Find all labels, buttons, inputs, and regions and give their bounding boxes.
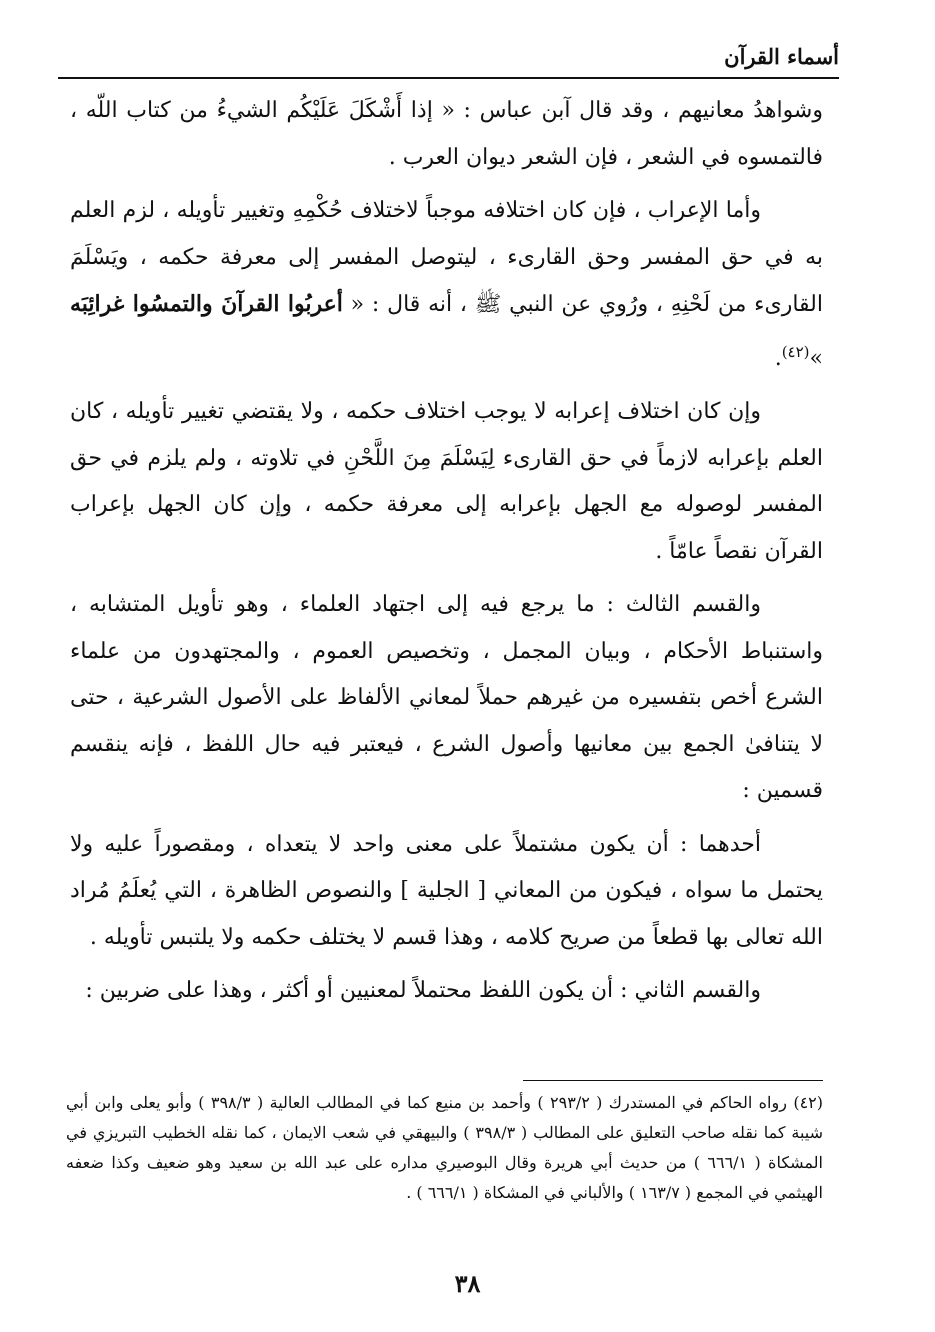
running-title: أسماء القرآن (724, 44, 839, 69)
footnote-divider (523, 1080, 823, 1081)
hadith-quote: أعربُوا القرآنَ والتمسُوا غرائِبَه (70, 291, 343, 317)
footnote-42: (٤٢) رواه الحاكم في المستدرك ( ٢٩٣/٢ ) وأحمد بن منيع كما في المطالب العالية ( ٣٩٨/٣ ) وأبو يعلى وابن أبي شيبة كما نقله صاحب التعليق على المطالب ( ٣٩٨/٣ ) والبيهقي في شعب الايمان ، كما نقله الخطيب التبريزي في المشكاة ( ٦٦٦/١ ) من حديث أبي هريرة وقال البوصيري مداره على عبد الله بن سعيد وهو ضعيف وكذا ضعفه الهيثمي في المجمع ( ١٦٣/٧ ) والألباني في المشكاة ( ٦٦٦/١ ) . (66, 1093, 824, 1202)
footnote-reference[interactable]: (٤٢) (781, 342, 810, 361)
paragraph-4: والقسم الثالث : ما يرجع فيه إلى اجتهاد العلماء ، وهو تأويل المتشابه ، واستنباط الأحكام ، وبيان المجمل ، وتخصيص العموم ، والمجتهدون من علماء الشرع أخص بتفسيره من غيرهم حملاً لمعاني الألفاظ على الأصول الشرعية ، حتى لا يتنافىٰ الجمع بين معانيها وأصول الشرع ، فيعتبر فيه حال اللفظ ، فإنه ينقسم قسمين : (70, 592, 823, 803)
paragraph-2-text: وأما الإعراب ، فإن كان اختلافه موجباً لاختلاف حُكْمِهِ وتغيير تأويله ، لزم العلم به في حق المفسر وحق القارىء ، ليتوصل المفسر إلى معرفة حكمه ، ويَسْلَمَ القارىء من لَحْنِهِ ، ورُوي عن النبي ﷺ ، أنه قال : « (70, 198, 823, 317)
main-text (70, 88, 823, 1015)
page-number: ٣٨ (454, 1269, 481, 1298)
paragraph-3: وإن كان اختلاف إعرابه لا يوجب اختلاف حكمه ، ولا يقتضي تغيير تأويله ، كان العلم بإعرابه لازماً في حق القارىء لِيَسْلَمَ مِنَ اللَّحْنِ في تلاوته ، ولم يلزم في حق المفسر لوصوله مع الجهل بإعرابه إلى معرفة حكمه ، وإن كان الجهل بإعراب القرآن نقصاً عامّاً . (70, 399, 823, 564)
paragraph-6: والقسم الثاني : أن يكون اللفظ محتملاً لمعنيين أو أكثر ، وهذا على ضربين : (85, 978, 761, 1003)
header-divider (58, 77, 839, 79)
paragraph-5: أحدهما : أن يكون مشتملاً على معنى واحد لا يتعداه ، ومقصوراً عليه ولا يحتمل ما سواه ، فيكون من المعاني [ الجلية ] والنصوص الظاهرة ، التي يُعلَمُ مُراد الله تعالى بها قطعاً من صريح كلامه ، وهذا قسم لا يختلف حكمه ولا يلتبس تأويله . (70, 831, 823, 950)
paragraph-1: وشواهدُ معانيهم ، وقد قال آبن عباس : « إذا أَشْكَلَ عَلَيْكُم الشيءُ من كتاب اللّه ، فالتمسوه في الشعر ، فإن الشعر ديوان العرب . (70, 98, 823, 170)
paragraph-2-end: . (774, 345, 782, 371)
quote-close: » (809, 345, 823, 371)
paragraph-2 (70, 188, 823, 382)
